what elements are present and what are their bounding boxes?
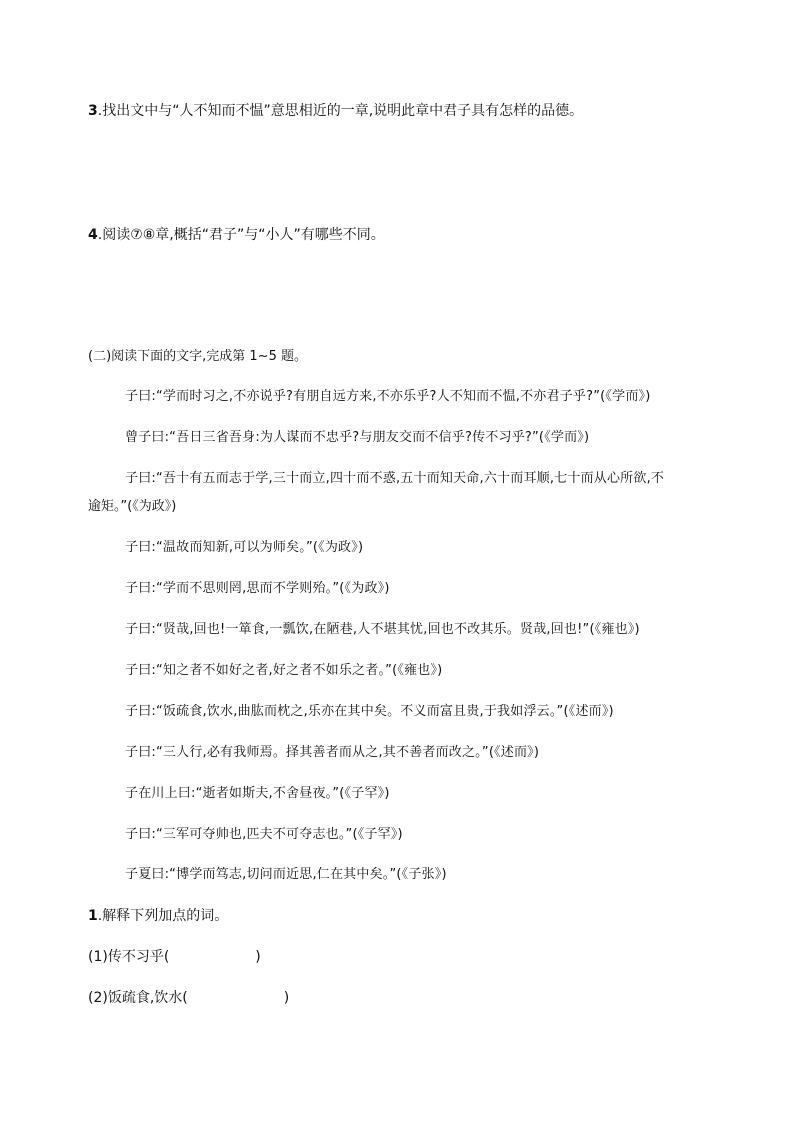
- question-text: .找出文中与“人不知而不愠”意思相近的一章,说明此章中君子具有怎样的品德。: [97, 103, 584, 119]
- sub-item-prefix: (1)传不习乎(: [88, 949, 170, 965]
- passage-line: 子曰:“学而不思则罔,思而不学则殆。”(《为政》): [125, 581, 390, 596]
- passage-line: 子夏曰:“博学而笃志,切问而近思,仁在其中矣。”(《子张》): [125, 867, 447, 882]
- question-number: 1: [88, 908, 98, 924]
- question-text: .阅读⑦⑧章,概括“君子”与“小人”有哪些不同。: [97, 227, 385, 243]
- passage-line: 子曰:“温故而知新,可以为师矣。”(《为政》): [125, 540, 364, 555]
- sub-item-suffix: ): [283, 990, 290, 1006]
- passage-line: 子曰:“学而时习之,不亦说乎?有朋自远方来,不亦乐乎?人不知而不愠,不亦君子乎?”(《学而》): [125, 389, 651, 404]
- question-3: [88, 101, 583, 121]
- passage-line: 曾子曰:“吾日三省吾身:为人谋而不忠乎?与朋友交而不信乎?传不习乎?”(《学而》): [125, 430, 590, 445]
- passage-line: 子曰:“吾十有五而志于学,三十而立,四十而不惑,五十而知天命,六十而耳顺,七十而从心所欲,不: [125, 471, 665, 486]
- question-4: [88, 225, 385, 245]
- passage-line: 子曰:“三人行,必有我师焉。择其善者而从之,其不善者而改之。”(《述而》): [125, 745, 540, 760]
- sub-item-1: [88, 947, 261, 967]
- question-text: .解释下列加点的词。: [97, 908, 229, 924]
- question-number: 4: [88, 227, 98, 243]
- sub-item-prefix: (2)饭疏食,饮水(: [88, 990, 188, 1006]
- passage-line: 子曰:“饭疏食,饮水,曲肱而枕之,乐亦在其中矣。不义而富且贵,于我如浮云。”(《述而》): [125, 704, 614, 719]
- sub-item-suffix: ): [255, 949, 261, 965]
- section-heading: (二)阅读下面的文字,完成第 1~5 题。: [88, 349, 307, 364]
- passage-line: 子曰:“贤哉,回也!一箪食,一瓢饮,在陋巷,人不堪其忧,回也不改其乐。贤哉,回也!”(《雍也》): [125, 622, 640, 637]
- question-number: 3: [88, 103, 98, 119]
- passage-line: 子曰:“三军可夺帅也,匹夫不可夺志也。”(《子罕》): [125, 827, 403, 842]
- passage-line: 子在川上曰:“逝者如斯夫,不舍昼夜。”(《子罕》): [125, 786, 390, 801]
- question-1: [88, 906, 228, 926]
- passage-line: 子曰:“知之者不如好之者,好之者不如乐之者。”(《雍也》): [125, 663, 443, 678]
- sub-item-2: [88, 988, 289, 1008]
- passage-line: 逾矩。”(《为政》): [88, 499, 177, 514]
